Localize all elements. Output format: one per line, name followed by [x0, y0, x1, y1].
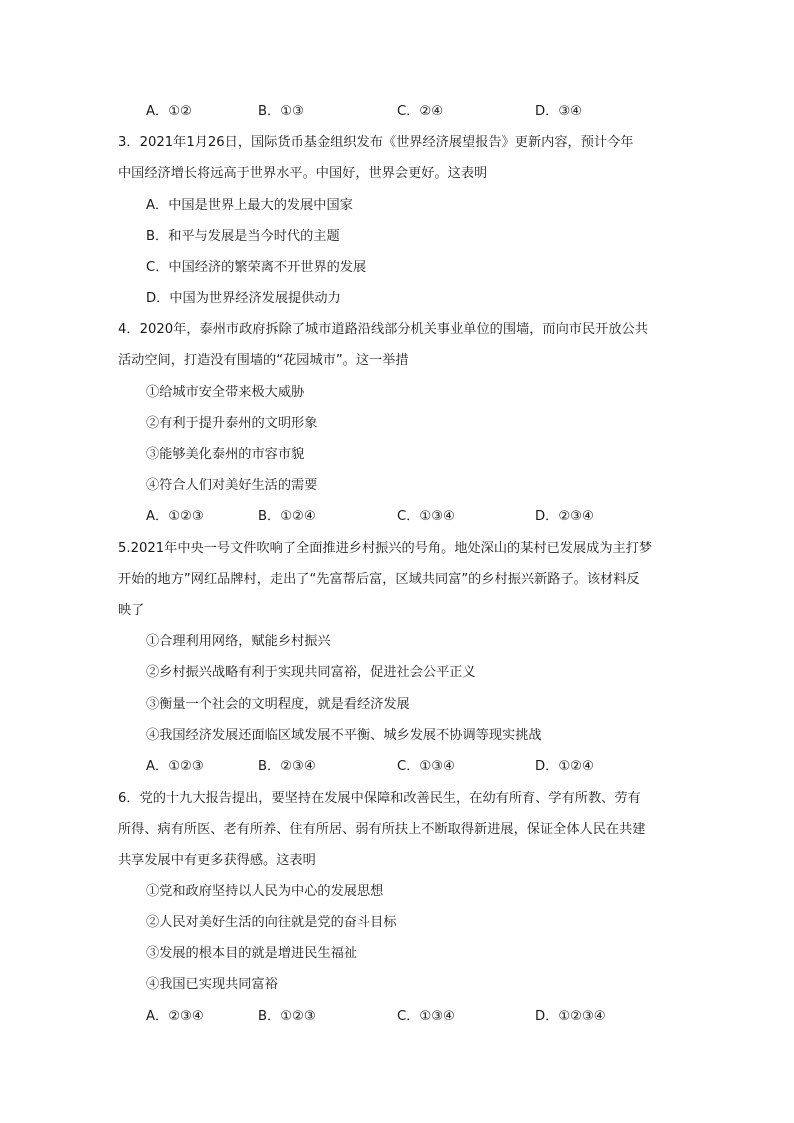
q4-choice-c[interactable]: C．①③④	[397, 509, 455, 524]
q4-choice-a[interactable]: A．①②③	[146, 509, 204, 524]
q4-item-4: ④符合人们对美好生活的需要	[146, 478, 318, 493]
q5-choice-c[interactable]: C．①③④	[397, 759, 455, 774]
q5-choice-b[interactable]: B．②③④	[258, 759, 316, 774]
q4-stem-line-2: 活动空间，打造没有围墙的“花园城市”。这一举措	[118, 353, 409, 368]
q6-choice-b[interactable]: B．①②③	[258, 1009, 316, 1024]
q2-choice-d[interactable]: D．③④	[535, 104, 582, 119]
q2-choice-a[interactable]: A．①②	[146, 104, 192, 119]
q5-item-2: ②乡村振兴战略有利于实现共同富裕，促进社会公平正义	[146, 665, 476, 680]
q5-choice-d[interactable]: D．①②④	[535, 759, 594, 774]
q4-choice-b[interactable]: B．①②④	[258, 509, 316, 524]
q3-option-c[interactable]: C．中国经济的繁荣离不开世界的发展	[146, 260, 367, 275]
q3-option-d[interactable]: D．中国为世界经济发展提供动力	[146, 291, 341, 306]
q4-item-1: ①给城市安全带来极大威胁	[146, 385, 305, 400]
q5-stem-line-1: 5.2021年中央一号文件吹响了全面推进乡村振兴的号角。地处深山的某村已发展成为主打梦	[118, 541, 653, 556]
q4-choice-d[interactable]: D．②③④	[535, 509, 594, 524]
q6-item-4: ④我国已实现共同富裕	[146, 977, 278, 992]
q5-stem-line-3: 映了	[118, 603, 145, 618]
q5-item-1: ①合理利用网络，赋能乡村振兴	[146, 634, 331, 649]
q5-choice-a[interactable]: A．①②③	[146, 759, 204, 774]
q2-choice-c[interactable]: C．②④	[397, 104, 444, 119]
q6-choice-c[interactable]: C．①③④	[397, 1009, 455, 1024]
q5-item-3: ③衡量一个社会的文明程度，就是看经济发展	[146, 697, 410, 712]
q6-choice-d[interactable]: D．①②③④	[535, 1009, 606, 1024]
q6-item-1: ①党和政府坚持以人民为中心的发展思想	[146, 884, 384, 899]
q6-stem-line-1: 6．党的十九大报告提出，要坚持在发展中保障和改善民生，在幼有所育、学有所教、劳有	[118, 791, 641, 806]
q4-item-2: ②有利于提升泰州的文明形象	[146, 416, 318, 431]
q2-choice-b[interactable]: B．①③	[258, 104, 304, 119]
q3-stem-line-1: 3．2021年1月26日，国际货币基金组织发布《世界经济展望报告》更新内容，预计今年	[118, 135, 634, 150]
q6-item-3: ③发展的根本目的就是增进民生福祉	[146, 946, 357, 961]
q6-stem-line-3: 共享发展中有更多获得感。这表明	[118, 853, 316, 868]
q3-option-a[interactable]: A．中国是世界上最大的发展中国家	[146, 198, 353, 213]
q3-stem-line-2: 中国经济增长将远高于世界水平。中国好，世界会更好。这表明	[118, 166, 488, 181]
q5-item-4: ④我国经济发展还面临区域发展不平衡、城乡发展不协调等现实挑战	[146, 728, 542, 743]
q6-stem-line-2: 所得、病有所医、老有所养、住有所居、弱有所扶上不断取得新进展，保证全体人民在共建	[118, 822, 646, 837]
q6-item-2: ②人民对美好生活的向往就是党的奋斗目标	[146, 915, 397, 930]
q4-stem-line-1: 4．2020年，泰州市政府拆除了城市道路沿线部分机关事业单位的围墙，而向市民开放公共	[118, 322, 648, 337]
q3-option-b[interactable]: B．和平与发展是当今时代的主题	[146, 229, 340, 244]
q4-item-3: ③能够美化泰州的市容市貌	[146, 447, 305, 462]
q6-choice-a[interactable]: A．②③④	[146, 1009, 204, 1024]
q5-stem-line-2: 开始的地方”网红品牌村，走出了“先富帮后富，区域共同富”的乡村振兴新路子。该材料反	[118, 572, 640, 587]
